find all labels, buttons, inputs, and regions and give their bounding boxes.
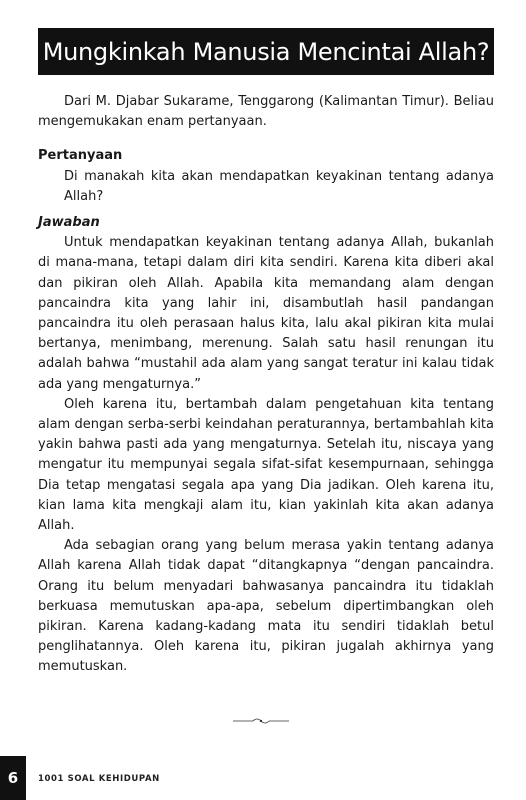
- intro-paragraph: Dari M. Djabar Sukarame, Tenggarong (Kalimantan Timur). Beliau mengemukakan enam pertanyaan.: [38, 94, 494, 130]
- page-number-tab: [0, 756, 26, 800]
- answer-heading: Jawaban: [38, 215, 100, 231]
- title-banner: [38, 28, 494, 75]
- answer-paragraph-1: Untuk mendapatkan keyakinan tentang adanya Allah, bukanlah di mana-mana, tetapi dalam diri kita sendiri. Karena kita diberi akal dan pikiran oleh Allah. Apabila kita memandang alam dengan pancaindra kita yang lahir ini, disambutlah hasil pandangan pancaindra itu oleh perasaan halus kita, lalu akal pikiran kita mulai bertanya, menimbang, merenung. Salah satu hasil renungan itu adalah bahwa “mustahil ada alam yang sangat teratur ini kalau tidak ada yang mengaturnya.”: [38, 235, 494, 392]
- book-title-footer: 1001 SOAL KEHIDUPAN: [38, 774, 160, 784]
- page-title: Mungkinkah Manusia Mencintai Allah?: [42, 37, 490, 66]
- flourish-divider-icon: [233, 716, 289, 726]
- article-body: [38, 92, 494, 678]
- question-paragraph: Di manakah kita akan mendapatkan keyakinan tentang adanya Allah?: [64, 168, 494, 204]
- answer-paragraph-3: Ada sebagian orang yang belum merasa yakin tentang adanya Allah karena Allah tidak dapat “ditangkapnya “dengan pancaindra. Orang itu belum menyadari bahwasanya pancaindra itu tidaklah berkuasa memutuskan apa-apa, sebelum dipertimbangkan oleh pikiran. Karena kadang-kadang mata itu sendiri tidaklah betul penglihatannya. Oleh karena itu, pikiran jugalah akhirnya yang memutuskan.: [38, 538, 494, 675]
- question-heading: Pertanyaan: [38, 148, 123, 164]
- page-number: 6: [7, 769, 19, 787]
- answer-paragraph-2: Oleh karena itu, bertambah dalam pengetahuan kita tentang alam dengan serba-serbi keindahan peraturannya, bertambahlah kita yakin bahwa pasti ada yang mengaturnya. Setelah itu, niscaya yang mengatur itu mempunyai segala sifat-sifat kesempurnaan, sehingga Dia tetap mengatasi segala apa yang Dia jadikan. Oleh karena itu, kian lama kita mengkaji alam itu, kian yakinlah kita akan adanya Allah.: [38, 396, 494, 534]
